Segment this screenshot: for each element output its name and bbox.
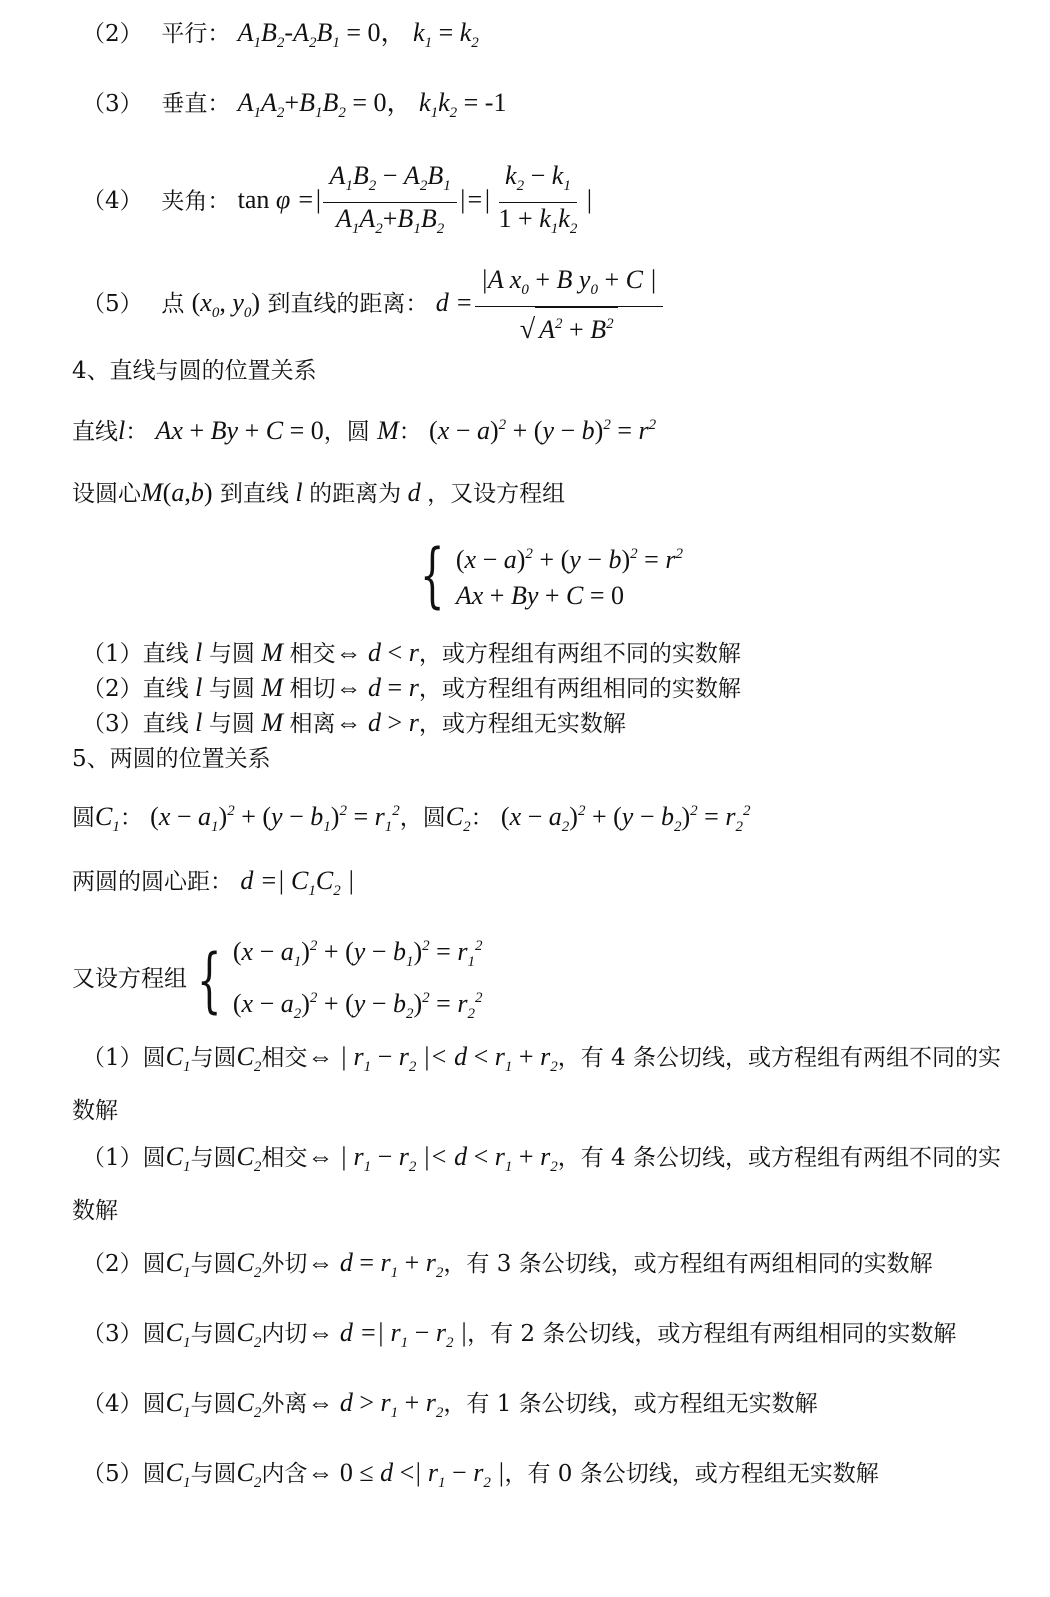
system-lines: $(x - a)^2 + (y - b)^2 = r^2$ Ax + By + C = 0: [455, 545, 683, 610]
sec5-case-1b: [82, 1142, 1001, 1182]
formula-parallel: $A_1B_2-A_2B_1 = 0$， $k_1 = k_2$: [237, 18, 479, 51]
center-distance: [72, 866, 354, 906]
line-circle-def: 直线l： Ax + By + C = 0，圆 M： $(x - a)^2 + (y - b)^2 = r^2$: [72, 416, 657, 445]
c1-symbol: $C_1$: [165, 1142, 191, 1175]
case-text: 与圆: [208, 676, 255, 702]
brace-icon: {: [197, 939, 222, 1021]
sec4-case-2: [82, 673, 741, 704]
case-text: ，有 4 条公切线，或方程组有两组不同的实: [557, 1045, 1001, 1071]
sec5-case-1b-cont: 数解: [72, 1198, 118, 1224]
sec4-case-3: [82, 708, 626, 739]
c1-symbol: $C_1$: [165, 1388, 191, 1421]
case-num: （1）: [82, 641, 143, 667]
line-label: 直线: [72, 419, 118, 445]
setup-part: ，又设方程组: [427, 481, 566, 507]
equation-system-4: [410, 536, 683, 614]
case-num: （5）: [82, 1461, 143, 1487]
case-num: （1）: [82, 1045, 143, 1071]
case-text: 直线: [142, 641, 189, 667]
case-text: 圆: [142, 1321, 166, 1347]
sec5-case-3: [82, 1318, 956, 1358]
case-text: 与圆: [190, 1145, 237, 1171]
case-relation: 相交: [289, 641, 336, 667]
case-text: 与圆: [190, 1391, 237, 1417]
c1-equation: $(x - a_1)^2 + (y - b_1)^2 = r_1^2$: [150, 802, 400, 835]
circle-label: 圆: [72, 805, 95, 831]
circle-symbol: M: [254, 638, 290, 667]
line-symbol: l: [188, 638, 209, 667]
item-label: 点: [161, 290, 185, 317]
item-distance: [82, 264, 665, 348]
case-text: 圆: [142, 1045, 166, 1071]
setup-part: 到直线: [219, 481, 289, 507]
case-text: 圆: [142, 1461, 166, 1487]
sec5-case-1a-cont: 数解: [72, 1098, 118, 1124]
case-condition: ⇔ d =| $r_1 - r_2$ |: [307, 1318, 468, 1351]
c1-symbol: $C_1$: [165, 1458, 191, 1491]
item-number: （3）: [82, 91, 143, 117]
setup-part: 设圆心: [72, 481, 141, 507]
item-perpendicular: [82, 88, 506, 128]
sec4-case-1: [82, 638, 741, 669]
c2-symbol: $C_2$: [236, 1248, 262, 1281]
case-text: 与圆: [208, 711, 255, 737]
case-text: ，有 1 条公切线，或方程组无实数解: [443, 1391, 818, 1417]
section-5-heading: 5、两圆的位置关系: [72, 746, 271, 772]
case-text: 与圆: [190, 1045, 237, 1071]
case-relation: 相交: [261, 1145, 308, 1171]
case-relation: 外切: [261, 1251, 308, 1277]
line-symbol: l: [118, 416, 126, 445]
center-symbol: M(a,b): [141, 478, 213, 507]
item-label: 平行：: [161, 21, 231, 47]
c2-symbol: $C_2$: [236, 1388, 262, 1421]
item-number: （2）: [82, 21, 143, 47]
case-num: （3）: [82, 1321, 143, 1347]
case-num: （1）: [82, 1145, 143, 1171]
case-text: 与圆: [208, 641, 255, 667]
item-label: 到直线的距离：: [267, 290, 429, 317]
case-num: （2）: [82, 1251, 143, 1277]
case-text: ，或方程组有两组不同的实数解: [418, 641, 741, 667]
distance-symbol: d: [401, 478, 428, 507]
item-parallel: [82, 18, 479, 58]
item-label: 垂直：: [161, 91, 231, 117]
distance-label: 两圆的圆心距：: [72, 869, 233, 895]
c2-symbol: $C_2$: [236, 1042, 262, 1075]
case-condition: ⇔ d < r: [335, 638, 419, 667]
sec5-case-5: [82, 1458, 879, 1498]
case-text: ，有 3 条公切线，或方程组有两组相同的实数解: [443, 1251, 933, 1277]
case-num: （3）: [82, 711, 143, 737]
line-equation: Ax + By + C = 0: [155, 416, 324, 445]
circle-label: ，圆: [399, 805, 446, 831]
case-condition: ⇔ | $r_1 - r_2$ |< $d < r_1 + r_2$: [307, 1142, 558, 1175]
case-relation: 相交: [261, 1045, 308, 1071]
c2-symbol: $C_2$: [445, 802, 471, 835]
case-text: 圆: [142, 1251, 166, 1277]
c1-symbol: $C_1$: [165, 1042, 191, 1075]
case-text: 与圆: [190, 1321, 237, 1347]
sec5-case-1a: [82, 1042, 1001, 1082]
circle-symbol: M: [254, 708, 290, 737]
setup-part: 的距离为: [309, 481, 402, 507]
c2-symbol: $C_2$: [236, 1318, 262, 1351]
c2-symbol: $C_2$: [236, 1458, 262, 1491]
case-condition: ⇔ d = r: [335, 673, 419, 702]
c2-equation: $(x - a_2)^2 + (y - b_2)^2 = r_2^2$: [500, 802, 751, 835]
circle-equation: $(x - a)^2 + (y - b)^2 = r^2$: [429, 416, 657, 445]
c2-symbol: $C_2$: [236, 1142, 262, 1175]
item-number: （4）: [82, 188, 143, 215]
circle-label: ，圆: [323, 419, 370, 445]
equation-system-5: [72, 928, 482, 1032]
item-label: 夹角：: [161, 188, 231, 215]
case-text: 与圆: [190, 1251, 237, 1277]
circle-symbol: M: [254, 673, 290, 702]
case-text: ，或方程组有两组相同的实数解: [418, 676, 741, 702]
case-text: ，或方程组无实数解: [418, 711, 626, 737]
brace-icon: {: [420, 534, 445, 616]
case-text: 与圆: [190, 1461, 237, 1487]
formula-distance: d = $\frac{|A x_0 + B y_0 + C |}{√ A^2 + B^2}$: [436, 288, 665, 317]
system-lines: $(x - a_1)^2 + (y - b_1)^2 = r_1^2$ $(x - a_2)^2 + (y - b_2)^2 = r_2^2$: [232, 937, 483, 1022]
formula-angle: tan φ =| $\frac{A_1B_2 - A_2B_1}{A_1A_2+B_1B_2}$ |=| $\frac{k_2 - k_1}{1 + k_1k_2}$ |: [237, 161, 593, 237]
case-relation: 内含: [261, 1461, 308, 1487]
case-text: 圆: [142, 1145, 166, 1171]
item-angle: [82, 160, 592, 245]
system-label: 又设方程组: [72, 966, 187, 992]
c1-symbol: $C_1$: [165, 1318, 191, 1351]
case-condition: ⇔ $d > r_1 + r_2$: [307, 1388, 444, 1421]
sec5-case-2: [82, 1248, 933, 1288]
case-text: 圆: [142, 1391, 166, 1417]
circle-symbol: M: [377, 416, 399, 445]
case-text: 直线: [142, 711, 189, 737]
line-symbol: l: [288, 478, 310, 507]
two-circles-def: 圆$C_1$： $(x - a_1)^2 + (y - b_1)^2 = r_1^2$，圆$C_2$： $(x - a_2)^2 + (y - b_2)^2 = r_2^2$: [72, 802, 751, 835]
case-text: 直线: [142, 676, 189, 702]
line-symbol: l: [188, 673, 209, 702]
c1-symbol: $C_1$: [95, 802, 120, 835]
case-text: ，有 2 条公切线，或方程组有两组相同的实数解: [467, 1321, 957, 1347]
case-relation: 内切: [261, 1321, 308, 1347]
case-relation: 相切: [289, 676, 336, 702]
case-num: （4）: [82, 1391, 143, 1417]
case-relation: 外离: [261, 1391, 308, 1417]
section-4-heading: 4、直线与圆的位置关系: [72, 358, 317, 384]
sec5-case-4: [82, 1388, 818, 1428]
case-condition: ⇔ d > r: [335, 708, 419, 737]
point-coords: ($x_0$, $y_0$): [191, 287, 261, 321]
item-number: （5）: [82, 290, 143, 317]
formula-perpendicular: $A_1A_2+B_1B_2 = 0$， $k_1k_2 = -1$: [237, 88, 507, 121]
case-relation: 相离: [289, 711, 336, 737]
case-num: （2）: [82, 676, 143, 702]
case-text: ，有 4 条公切线，或方程组有两组不同的实: [557, 1145, 1001, 1171]
case-condition: ⇔ | $r_1 - r_2$ |< $d < r_1 + r_2$: [307, 1042, 558, 1075]
case-condition: ⇔ 0 ≤ d <| $r_1 - r_2$ |: [307, 1458, 505, 1491]
distance-formula: d =| $C_1C_2$ |: [240, 866, 355, 899]
line-symbol: l: [188, 708, 209, 737]
c1-symbol: $C_1$: [165, 1248, 191, 1281]
case-text: ，有 0 条公切线，或方程组无实数解: [504, 1461, 879, 1487]
setup-text: [72, 478, 565, 509]
case-condition: ⇔ $d = r_1 + r_2$: [307, 1248, 444, 1281]
